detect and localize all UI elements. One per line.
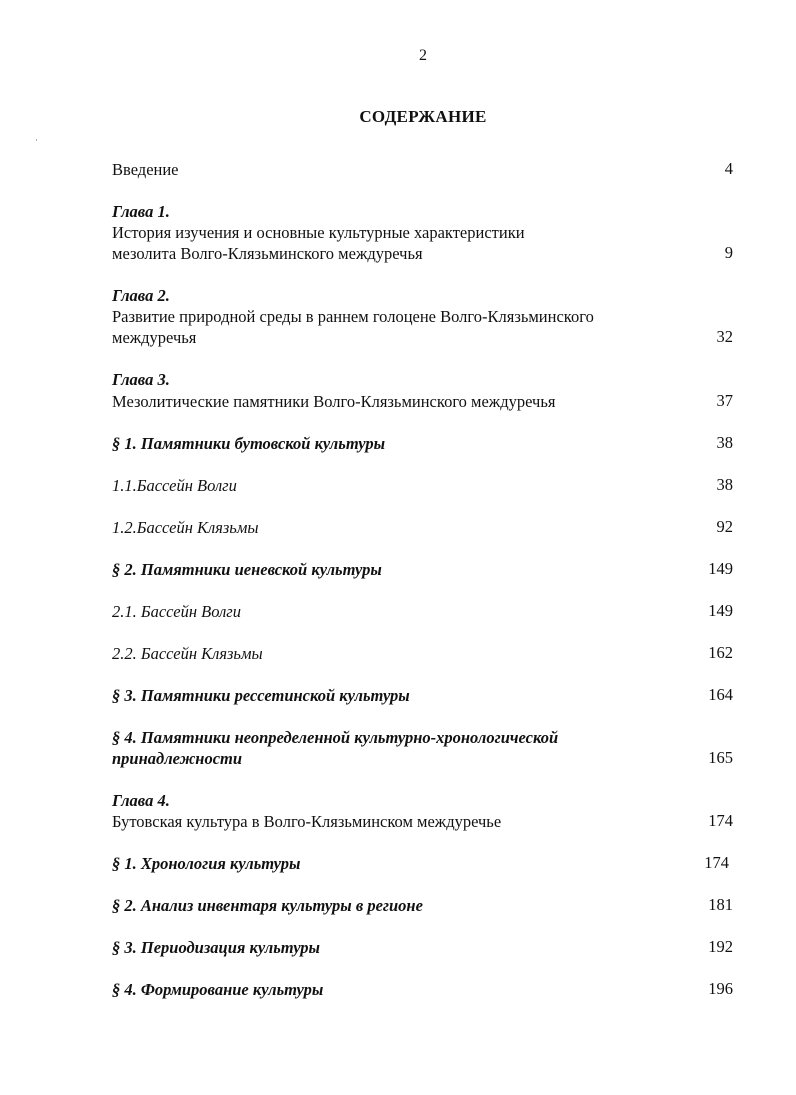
stray-mark: ·: [35, 135, 38, 145]
toc-chapter-4-label: Глава 4.: [112, 791, 170, 810]
toc-chapter-1-title-line-1: История изучения и основные культурные характеристики: [112, 223, 525, 242]
toc-subsection-2-2: 2.2. Бассейн Клязьмы: [112, 644, 263, 663]
toc-page-section-1-butovo: 38: [716, 433, 733, 452]
toc-section-4-undetermined-line-1: § 4. Памятники неопределенной культурно-хронологической: [112, 728, 559, 747]
toc-page-chapter-2: 32: [716, 327, 733, 346]
toc-chapter-2-title-line-2: междуречья: [112, 328, 197, 347]
toc-page-subsection-2-2: 162: [708, 643, 733, 662]
toc-ch4-section-1: § 1. Хронология культуры: [112, 854, 301, 873]
toc-ch4-section-3: § 3. Периодизация культуры: [112, 938, 320, 957]
toc-entry-introduction: Введение: [112, 160, 179, 179]
toc-subsection-1-1: 1.1.Бассейн Волги: [112, 476, 237, 495]
toc-section-3-resseta: § 3. Памятники рессетинской культуры: [112, 686, 410, 705]
toc-page-chapter-4: 174: [708, 811, 733, 830]
toc-page-ch4-section-1: 174: [704, 853, 729, 872]
toc-page-section-3-resseta: 164: [708, 685, 733, 704]
toc-chapter-1-label: Глава 1.: [112, 202, 170, 221]
toc-subsection-1-2: 1.2.Бассейн Клязьмы: [112, 518, 259, 537]
toc-page-ch4-section-4: 196: [708, 979, 733, 998]
toc-page-ch4-section-2: 181: [708, 895, 733, 914]
toc-page-chapter-3: 37: [716, 391, 733, 410]
toc-page-introduction: 4: [724, 159, 733, 178]
toc-section-1-butovo: § 1. Памятники бутовской культуры: [112, 434, 386, 453]
toc-page-chapter-1: 9: [724, 243, 733, 262]
toc-chapter-2-title-line-1: Развитие природной среды в раннем голоцене Волго-Клязьминского: [112, 307, 594, 326]
toc-ch4-section-2: § 2. Анализ инвентаря культуры в регионе: [112, 896, 423, 915]
toc-chapter-3-title: Мезолитические памятники Волго-Клязьминского междуречья: [112, 392, 556, 411]
toc-page-section-2-ienevo: 149: [708, 559, 733, 578]
toc-chapter-4-title: Бутовская культура в Волго-Клязьминском междуречье: [112, 812, 502, 831]
toc-chapter-3-label: Глава 3.: [112, 370, 170, 389]
toc-chapter-2-label: Глава 2.: [112, 286, 170, 305]
page-title: СОДЕРЖАНИЕ: [359, 107, 487, 126]
toc-chapter-1-title-line-2: мезолита Волго-Клязьминского междуречья: [112, 244, 423, 263]
toc-page-section-4-undetermined: 165: [708, 748, 733, 767]
toc-page-subsection-1-2: 92: [716, 517, 733, 536]
toc-section-2-ienevo: § 2. Памятники иеневской культуры: [112, 560, 382, 579]
toc-page-subsection-2-1: 149: [708, 601, 733, 620]
toc-page-ch4-section-3: 192: [708, 937, 733, 956]
toc-ch4-section-4: § 4. Формирование культуры: [112, 980, 324, 999]
toc-section-4-undetermined-line-2: принадлежности: [112, 749, 243, 768]
page-number: 2: [419, 47, 427, 64]
toc-subsection-2-1: 2.1. Бассейн Волги: [112, 602, 241, 621]
toc-page-subsection-1-1: 38: [716, 475, 733, 494]
